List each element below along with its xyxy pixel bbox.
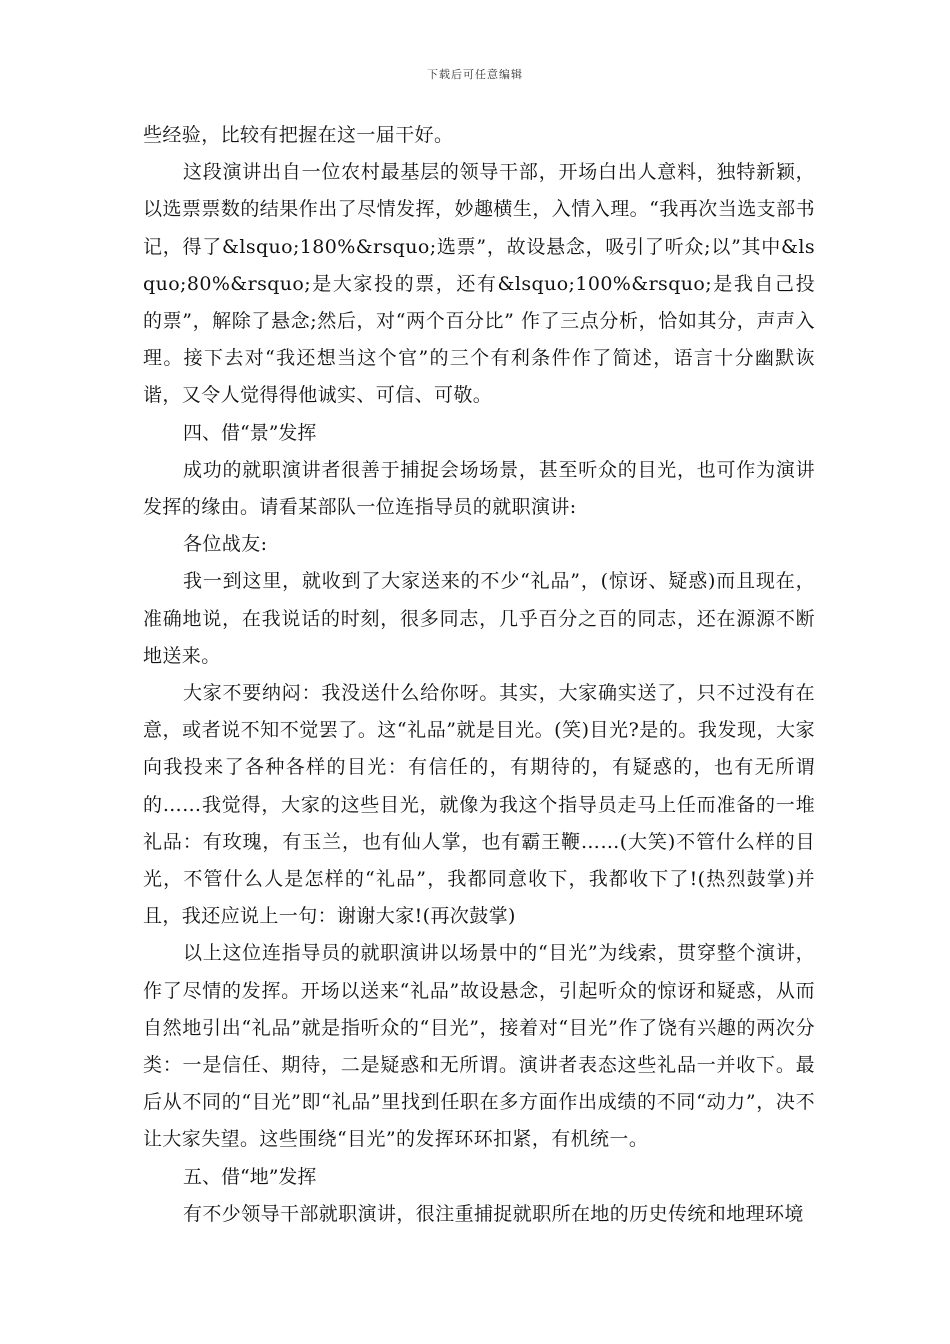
- paragraph-section-five-intro: 有不少领导干部就职演讲，很注重捕捉就职所在地的历史传统和地理环境: [183, 1202, 804, 1225]
- section-heading-five: 五、借“地”发挥: [183, 1165, 317, 1188]
- section-heading-four: 四、借“景”发挥: [183, 421, 317, 444]
- document-body: [143, 117, 815, 1233]
- paragraph-speech-part-two: 大家不要纳闷：我没送什么给你呀。其实，大家确实送了，只不过没有在意，或者说不知不觉罢了。这“礼品”就是目光。(笑)目光?是的。我发现，大家向我投来了各种各样的目光：有信任的，有期待的，有疑惑的，也有无所谓的……我觉得，大家的这些目光，就像为我这个指导员走马上任而准备的一堆礼品：有玫瑰，有玉兰，也有仙人掌，也有霸王鞭……(大笑)不管什么样的目光，不管什么人是怎样的“礼品”，我都同意收下，我都收下了!(热烈鼓掌)并且，我还应说上一句：谢谢大家!(再次鼓掌): [143, 682, 815, 928]
- paragraph-section-four-intro: 成功的就职演讲者很善于捕捉会场场景，甚至听众的目光，也可作为演讲发挥的缘由。请看某部队一位连指导员的就职演讲:: [143, 458, 815, 519]
- paragraph-salutation: 各位战友:: [183, 533, 268, 556]
- paragraph-speech-part-one: 我一到这里，就收到了大家送来的不少“礼品”，(惊讶、疑惑)而且现在，准确地说，在我说话的时刻，很多同志，几乎百分之百的同志，还在源源不断地送来。: [143, 570, 815, 667]
- paragraph-analysis-speech-two: 以上这位连指导员的就职演讲以场景中的“目光”为线索，贯穿整个演讲，作了尽情的发挥。开场以送来“礼品”故设悬念，引起听众的惊讶和疑惑，从而自然地引出“礼品”就是指听众的“目光”，接着对“目光”作了饶有兴趣的两次分类：一是信任、期待，二是疑惑和无所谓。演讲者表态这些礼品一并收下。最后从不同的“目光”即“礼品”里找到任职在多方面作出成绩的不同“动力”，决不让大家失望。这些围绕“目光”的发挥环环扣紧，有机统一。: [143, 942, 815, 1151]
- paragraph-continuation: 些经验，比较有把握在这一届干好。: [143, 124, 454, 146]
- paragraph-analysis-speech-one: 这段演讲出自一位农村最基层的领导干部，开场白出人意料，独特新颖，以选票票数的结果作出了尽情发挥，妙趣横生，入情入理。“我再次当选支部书记，得了&lsquo;180%&rsquo;选票”，故设悬念，吸引了听众;以”其中&lsquo;80%&rsquo;是大家投的票，还有&lsquo;100%&rsquo;是我自己投的票”，解除了悬念;然后，对“两个百分比” 作了三点分析，恰如其分，声声入理。接下去对“我还想当这个官”的三个有利条件作了简述，语言十分幽默诙谐，又令人觉得得他诚实、可信、可敬。: [143, 161, 815, 407]
- page-header: 下载后可任意编辑: [427, 68, 523, 81]
